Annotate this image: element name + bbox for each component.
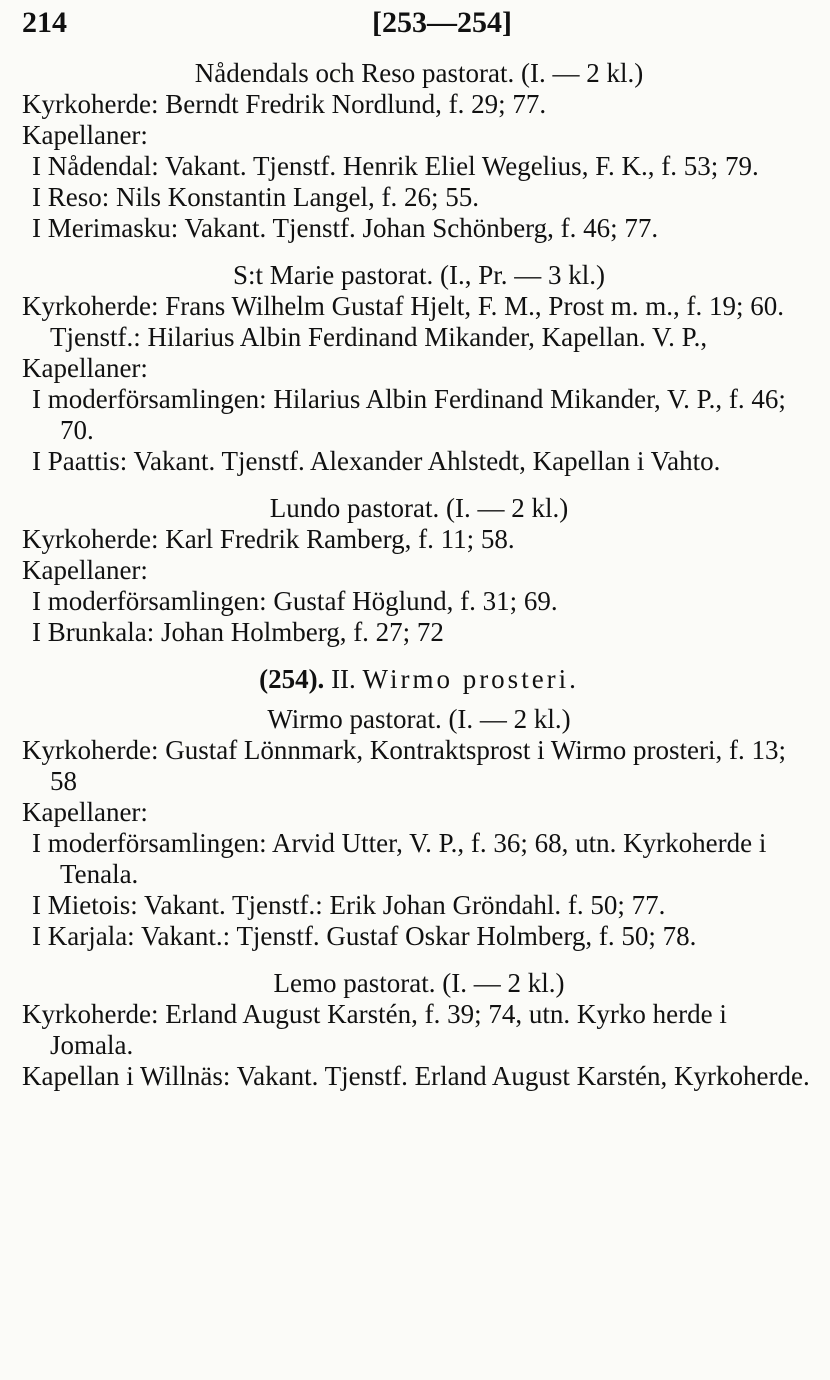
kapellan-entry: I Reso: Nils Konstantin Langel, f. 26; 55.	[32, 182, 479, 212]
body-text	[22, 58, 816, 1092]
kapellan-entry: I Paattis: Vakant. Tjenstf. Alexander Ahlstedt, Kapellan i Vahto.	[32, 446, 721, 476]
kapellaner-label: Kapellaner:	[22, 120, 148, 150]
kapellaner-label: Kapellaner:	[22, 797, 148, 827]
running-head: [253—254]	[372, 6, 512, 39]
kapellan-entry: I Brunkala: Johan Holmberg, f. 27; 72	[32, 617, 444, 647]
kapellaner-label: Kapellaner:	[22, 353, 148, 383]
section-heading: Lundo pastorat. (I. — 2 kl.)	[269, 493, 569, 523]
kapellaner-label: Kapellaner:	[22, 555, 148, 585]
page-number: 214	[22, 6, 67, 39]
prosteri-number: (254).	[259, 664, 325, 694]
kapellan-entry: I Mietois: Vakant. Tjenstf.: Erik Johan Gröndahl. f. 50; 77.	[32, 890, 666, 920]
page-header	[22, 6, 814, 42]
prosteri-name: Wirmo prosteri.	[362, 664, 579, 694]
kyrkoherde-entry: Kyrkoherde: Gustaf Lönnmark, Kontraktsprost i Wirmo prosteri, f. 13; 58	[22, 735, 787, 796]
kyrkoherde-entry: Kyrkoherde: Berndt Fredrik Nordlund, f. 29; 77.	[22, 89, 547, 119]
kyrkoherde-entry: Kyrkoherde: Frans Wilhelm Gustaf Hjelt, F. M., Prost m. m., f. 19; 60. Tjenstf.: Hilarius Albin Ferdinand Mikander, Kapellan. V. P.,	[22, 291, 784, 352]
kapellan-entry: I moderförsamlingen: Hilarius Albin Ferdinand Mikander, V. P., f. 46; 70.	[32, 384, 786, 445]
kapellan-entry: I Nådendal: Vakant. Tjenstf. Henrik Eliel Wegelius, F. K., f. 53; 79.	[32, 151, 759, 181]
kapellan-entry: I Karjala: Vakant.: Tjenstf. Gustaf Oskar Holmberg, f. 50; 78.	[32, 921, 697, 951]
prosteri-heading	[22, 664, 816, 695]
section-heading: Wirmo pastorat. (I. — 2 kl.)	[267, 704, 571, 734]
kapellan-entry: Kapellan i Willnäs: Vakant. Tjenstf. Erland August Karstén, Kyrkoherde.	[22, 1061, 810, 1091]
prosteri-numeral: II.	[331, 664, 356, 694]
kyrkoherde-entry: Kyrkoherde: Karl Fredrik Ramberg, f. 11; 58.	[22, 524, 515, 554]
section-heading: Lemo pastorat. (I. — 2 kl.)	[273, 968, 565, 998]
section-heading: S:t Marie pastorat. (I., Pr. — 3 kl.)	[233, 260, 605, 290]
section-heading: Nådendals och Reso pastorat. (I. — 2 kl.)	[194, 58, 644, 88]
kapellan-entry: I moderförsamlingen: Gustaf Höglund, f. 31; 69.	[32, 586, 558, 616]
kyrkoherde-entry: Kyrkoherde: Erland August Karstén, f. 39; 74, utn. Kyrko herde i Jomala.	[22, 999, 727, 1060]
kapellan-entry: I moderförsamlingen: Arvid Utter, V. P., f. 36; 68, utn. Kyrkoherde i Tenala.	[32, 828, 767, 889]
kapellan-entry: I Merimasku: Vakant. Tjenstf. Johan Schönberg, f. 46; 77.	[32, 213, 659, 243]
